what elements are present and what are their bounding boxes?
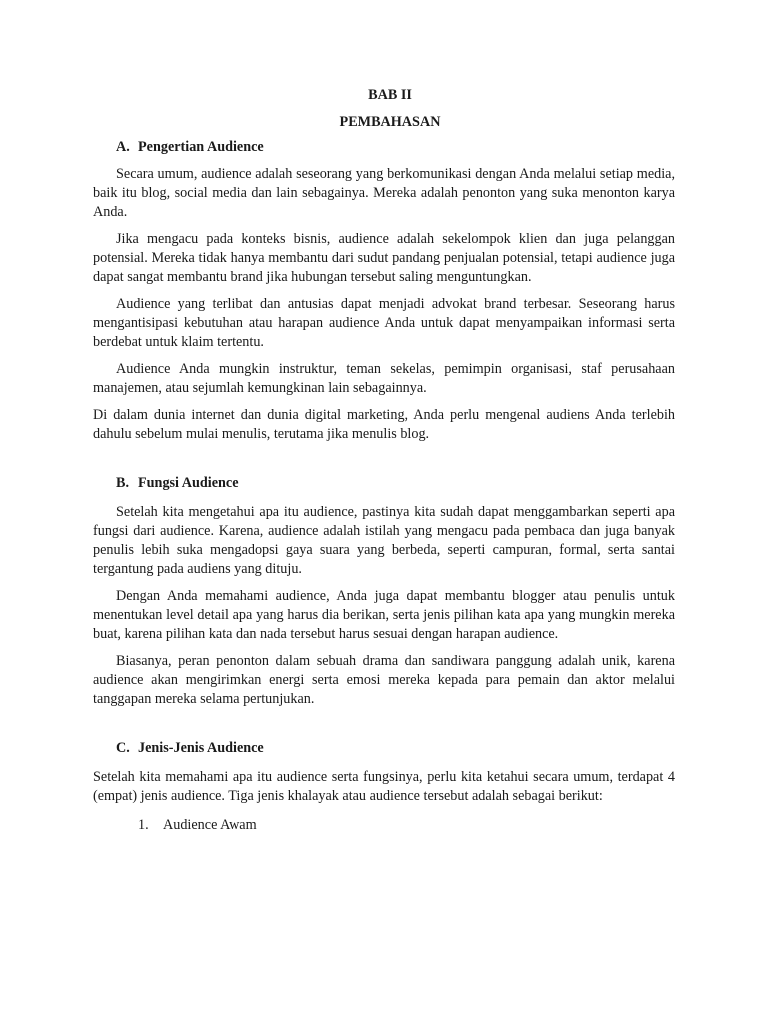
section-b-paragraph-2: Dengan Anda memahami audience, Anda juga dapat membantu blogger atau penulis untuk menentukan level detail apa yang harus dia berikan, serta jenis pilihan kata apa yang mungkin mereka buat, karena pilihan kata dan nada tersebut harus sesuai dengan harapan audience. [93,588,675,642]
section-a-paragraph-1: Secara umum, audience adalah seseorang yang berkomunikasi dengan Anda melalui setiap media, baik itu blog, social media dan lain sebagainya. Mereka adalah penonton yang suka menonton karya Anda. [93,166,675,220]
list-item-number: 1. [138,817,149,833]
section-b-letter: B. [116,475,130,491]
section-a-title [93,138,675,157]
section-a-paragraph-3: Audience yang terlibat dan antusias dapat menjadi advokat brand terbesar. Seseorang harus mengantisipasi kebutuhan atau harapan audience Anda untuk dapat menyampaikan informasi serta berdebat untuk klaim tertentu. [93,296,675,350]
list-item [93,816,675,835]
section-c-paragraph-1: Setelah kita memahami apa itu audience serta fungsinya, perlu kita ketahui secara umum, terdapat 4 (empat) jenis audience. Tiga jenis khalayak atau audience tersebut adalah sebagai berikut: [93,769,675,804]
list-item-text: Audience Awam [163,817,257,833]
section-b-title-text: Fungsi Audience [138,475,239,491]
section-a-paragraph-2: Jika mengacu pada konteks bisnis, audience adalah sekelompok klien dan juga pelanggan potensial. Mereka tidak hanya membantu dari sudut pandang penjualan potensial, tetapi audience juga dapat sangat membantu brand jika hubungan tersebut saling menguntungkan. [93,231,675,285]
section-b-title [93,474,675,493]
section-a-letter: A. [116,139,130,155]
section-b-paragraph-1: Setelah kita mengetahui apa itu audience, pastinya kita sudah dapat menggambarkan seperti apa fungsi dari audience. Karena, audience adalah istilah yang mengacu pada pembaca dan juga banyak penulis lebih suka mengadopsi gaya suara yang berbeda, seperti campuran, formal, serta santai tergantung pada audiens yang dituju. [93,504,675,577]
section-a-paragraph-5: Di dalam dunia internet dan dunia digital marketing, Anda perlu mengenal audiens Anda terlebih dahulu sebelum mulai menulis, terutama jika menulis blog. [93,407,675,442]
section-a-paragraph-4: Audience Anda mungkin instruktur, teman sekelas, pemimpin organisasi, staf perusahaan manajemen, atau sejumlah kemungkinan lain sebagainnya. [93,361,675,396]
chapter-number: BAB II [368,87,412,103]
section-c-title [93,739,675,758]
chapter-title: PEMBAHASAN [339,114,441,130]
document-content [93,86,675,835]
section-a-title-text: Pengertian Audience [138,139,264,155]
section-c-letter: C. [116,740,130,756]
section-b-paragraph-3: Biasanya, peran penonton dalam sebuah drama dan sandiwara panggung adalah unik, karena audience akan mengirimkan energi serta emosi mereka kepada para pemain dan aktor melalui tanggapan mereka selama pertunjukan. [93,653,675,707]
section-c-title-text: Jenis-Jenis Audience [138,740,264,756]
